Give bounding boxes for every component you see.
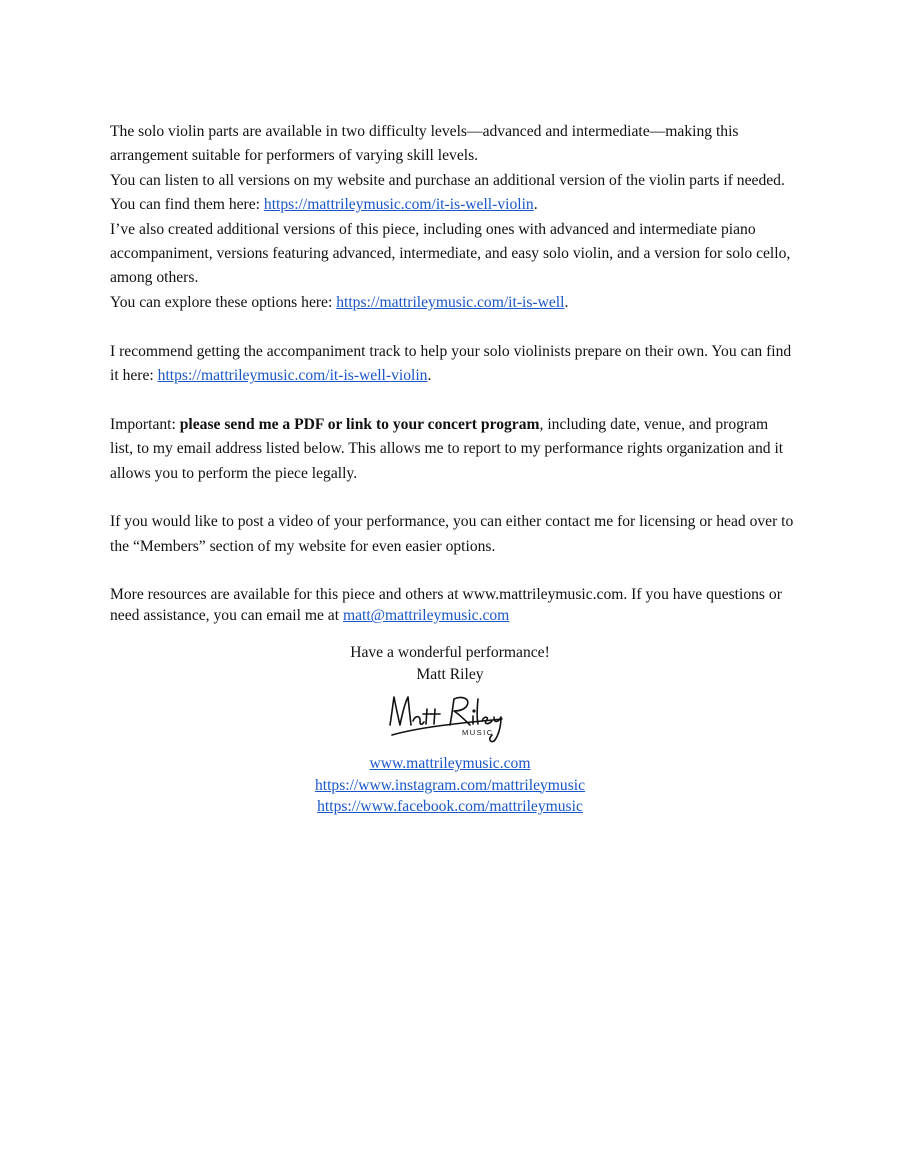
text-line: You can find them here:	[110, 196, 264, 214]
paragraph-gap	[110, 388, 800, 412]
text-line: The solo violin parts are available in two difficulty levels—advanced and intermediate—making this	[110, 123, 739, 140]
violin-link[interactable]: https://mattrileymusic.com/it-is-well-violin	[263, 196, 534, 214]
email-link[interactable]: matt@mattrileymusic.com	[342, 607, 510, 625]
text-line: I’ve also created additional versions of this piece, including ones with advanced and intermediate piano	[110, 220, 756, 238]
author-name: Matt Riley	[416, 665, 484, 683]
text-line: You can listen to all versions on my website and purchase an additional version of the violin parts if needed.	[110, 171, 785, 189]
paragraph-video-licensing	[110, 510, 800, 559]
text-line: list, to my email address listed below. This allows me to report to my performance rights organization and it	[110, 440, 784, 458]
matt-riley-music-logo	[380, 689, 520, 747]
letter-body	[110, 120, 800, 627]
text-line: it here:	[110, 367, 158, 385]
closing-greeting: Have a wonderful performance!	[350, 644, 550, 661]
text-line: .	[533, 196, 538, 214]
text-line: the “Members” section of my website for even easier options.	[110, 537, 496, 555]
bold-request: please send me a PDF or link to your concert program	[179, 415, 540, 433]
paragraph-important-program	[110, 413, 800, 486]
accompaniment-link[interactable]: https://mattrileymusic.com/it-is-well-violin	[157, 367, 428, 385]
text-line: If you would like to post a video of your performance, you can either contact me for licensing or head over to	[110, 513, 794, 531]
paragraph-explore-options	[110, 291, 800, 315]
text-line: You can explore these options here:	[110, 293, 337, 311]
social-links	[0, 753, 900, 818]
text-line: need assistance, you can email me at	[110, 607, 343, 625]
text-line: among others.	[110, 269, 199, 287]
instagram-link[interactable]: https://www.instagram.com/mattrileymusic	[314, 776, 586, 794]
paragraph-additional-versions	[110, 218, 800, 291]
paragraph-gap	[110, 315, 800, 339]
text-line: More resources are available for this piece and others at www.mattrileymusic.com. If you have questions or	[110, 585, 782, 603]
text-line: Important:	[110, 415, 180, 433]
paragraph-difficulty-levels	[110, 120, 800, 169]
text-line: accompaniment, versions featuring advanced, intermediate, and easy solo violin, and a version for solo cello,	[110, 245, 791, 263]
text-line: I recommend getting the accompaniment track to help your solo violinists prepare on their own. You can find	[110, 342, 792, 360]
it-is-well-link[interactable]: https://mattrileymusic.com/it-is-well	[336, 293, 565, 311]
website-link[interactable]: www.mattrileymusic.com	[369, 755, 531, 772]
text-line: .	[564, 293, 569, 311]
paragraph-gap	[110, 486, 800, 510]
text-line: , including date, venue, and program	[539, 415, 769, 433]
facebook-link[interactable]: https://www.facebook.com/mattrileymusic	[317, 798, 583, 815]
paragraph-accompaniment-track	[110, 340, 800, 389]
text-line: allows you to perform the piece legally.	[110, 464, 358, 482]
paragraph-more-resources	[110, 584, 800, 627]
paragraph-listen-versions	[110, 169, 800, 218]
signoff-block	[0, 642, 900, 818]
text-line: arrangement suitable for performers of varying skill levels.	[110, 147, 479, 165]
logo-music-text: MUSIC	[462, 728, 494, 737]
paragraph-gap	[110, 559, 800, 583]
text-line: .	[427, 367, 432, 385]
